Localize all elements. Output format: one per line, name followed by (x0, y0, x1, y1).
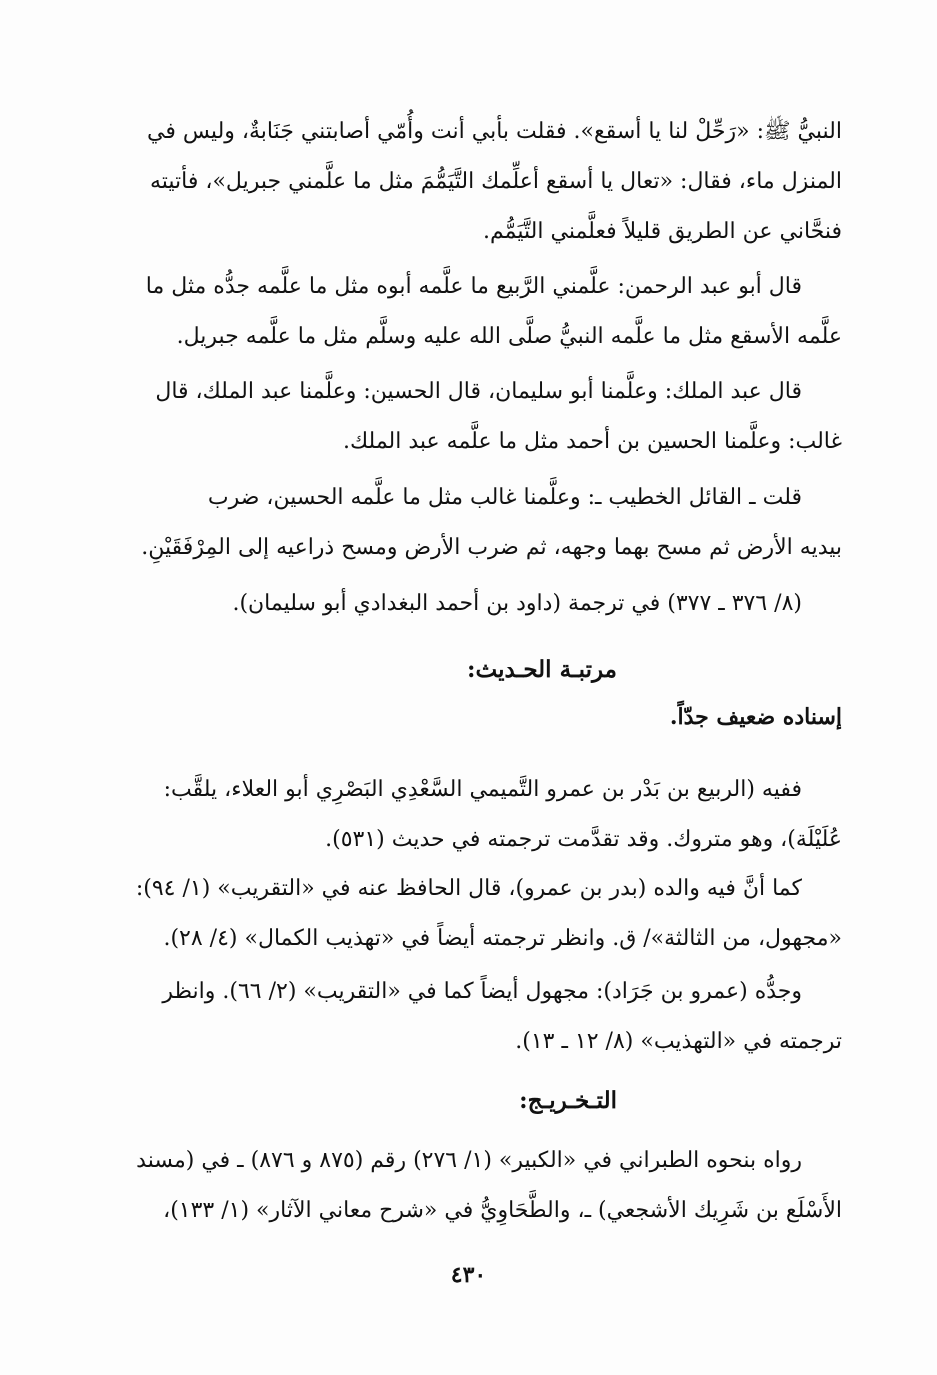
text-line: ترجمته في «التهذيب» (٨/ ١٢ ـ ١٣). (515, 1029, 842, 1054)
heading-takhrij: التـخـريـج: (519, 1087, 617, 1114)
text-line: كما أنَّ فيه والده (بدر بن عمرو)، قال الحافظ عنه في «التقريب» (١/ ٩٤): (135, 876, 802, 901)
text-line: عُلَيْلَة)، وهو متروك. وقد تقدَّمت ترجمته في حديث (٥٣١). (325, 827, 842, 852)
text-line: علَّمه الأسقع مثل ما علَّمه النبيُّ صلَّى الله عليه وسلَّم مثل ما علَّمه جبريل. (176, 324, 842, 349)
paragraph-amr (78, 967, 842, 1067)
text-line: بيديه الأرض ثم مسح بهما وجهه، ثم ضرب الأرض ومسح ذراعيه إلى المِرْفَقَيْنِ. (141, 535, 842, 560)
text-block-abd-al-malik (78, 367, 842, 467)
text-line: قلت ـ القائل الخطيب ـ: وعلَّمنا غالب مثل ما علَّمه الحسين، ضرب (207, 485, 802, 510)
text-line: (٨/ ٣٧٦ ـ ٣٧٧) في ترجمة (داود بن أحمد البغدادي أبو سليمان). (232, 591, 802, 616)
grade-statement: إسناده ضعيف جدّاً. (669, 704, 842, 730)
paragraph-badr (78, 864, 842, 964)
text-line: رواه بنحوه الطبراني في «الكبير» (١/ ٢٧٦) رقم (٨٧٥ و ٨٧٦) ـ في (مسند (136, 1148, 802, 1173)
paragraph-prophet-narration (78, 107, 842, 257)
text-line: النبيُّ ﷺ: «رَحِّلْ لنا يا أسقع». فقلت بأبي أنت وأُمّي أصابتني جَنَابةٌ، وليس في (147, 119, 842, 144)
text-line: المنزل ماء، فقال: «تعال يا أسقع أعلِّمك التَّيَمُّمَ مثل ما علَّمني جبريل»، فأتيته (149, 169, 842, 194)
text-block-reference (78, 579, 842, 629)
paragraph-reference (78, 579, 842, 629)
text-line: قال عبد الملك: وعلَّمنا أبو سليمان، قال الحسين: وعلَّمنا عبد الملك، قال (155, 379, 802, 404)
text-line: وجدُّه (عمرو بن جَرَاد): مجهول أيضاً كما في «التقريب» (٢/ ٦٦). وانظر (162, 979, 802, 1004)
text-block-abu-abd-al-rahman (78, 262, 842, 362)
text-block-takhrij (78, 1136, 842, 1236)
text-line: فنحَّاني عن الطريق قليلاً فعلَّمني التَّيَمُّم. (483, 219, 842, 244)
text-block-badr (78, 864, 842, 964)
page-number: ٤٣٠ (450, 1262, 487, 1288)
text-line: الأَسْلَع بن شَرِيك الأشجعي) ـ، والطَّحَاوِيُّ في «شرح معاني الآثار» (١/ ١٣٣)، (163, 1198, 842, 1223)
paragraph-abu-abd-al-rahman (78, 262, 842, 362)
text-line: ففيه (الربيع بن بَدْر بن عمرو التَّميمي السَّعْدِي البَصْرِي أبو العلاء، يلقَّب: (163, 777, 802, 802)
paragraph-abd-al-malik (78, 367, 842, 467)
text-block-top (78, 107, 842, 257)
heading-hadith-grade: مرتبـة الحـديث: (467, 656, 617, 683)
text-block-rabi (78, 765, 842, 865)
text-line: «مجهول، من الثالثة»/ ق. وانظر ترجمته أيضاً في «تهذيب الكمال» (٤/ ٢٨). (163, 926, 842, 951)
paragraph-takhrij (78, 1136, 842, 1236)
text-block-amr (78, 967, 842, 1067)
text-block-khatib (78, 473, 842, 573)
paragraph-rabi (78, 765, 842, 865)
paragraph-khatib (78, 473, 842, 573)
text-line: غالب: وعلَّمنا الحسين بن أحمد مثل ما علَّمه عبد الملك. (343, 429, 842, 454)
text-line: قال أبو عبد الرحمن: علَّمني الرَّبيع ما علَّمه أبوه مثل ما علَّمه جدُّه مثل ما (145, 274, 802, 299)
